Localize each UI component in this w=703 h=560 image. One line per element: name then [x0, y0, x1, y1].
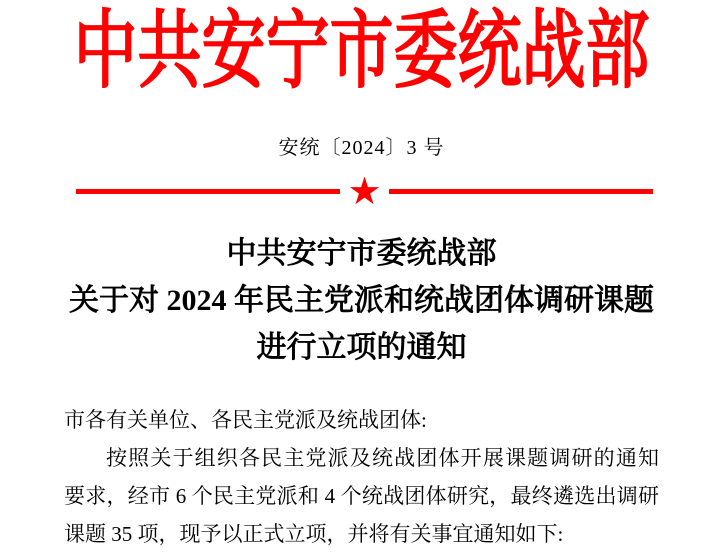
letterhead-org-wrap — [64, 4, 659, 100]
star-icon: ★ — [347, 169, 382, 213]
paragraph-line: 要求，经市 6 个民主党派和 4 个统战团体研究，最终遴选出调研 — [64, 484, 659, 508]
document-title — [64, 230, 659, 371]
salutation-line: 市各有关单位、各民主党派及统战团体: — [64, 408, 427, 432]
letterhead-org-name: 中共安宁市委统战部 — [73, 4, 650, 99]
document-title-line-2: 关于对 2024 年民主党派和统战团体调研课题 — [69, 284, 654, 317]
divider-line-left — [76, 189, 340, 194]
document-title-line-3: 进行立项的通知 — [256, 331, 467, 364]
paragraph-line: 按照关于组织各民主党派及统战团体开展课题调研的通知 — [106, 446, 659, 470]
doc-number: 安统〔2024〕3 号 — [278, 137, 445, 159]
divider-line-right — [389, 189, 653, 194]
document-title-line-1: 中共安宁市委统战部 — [226, 237, 497, 270]
letterhead-divider — [76, 169, 653, 213]
letterhead — [64, 4, 659, 213]
document-body — [64, 401, 659, 553]
paragraph-line: 课题 35 项，现予以正式立项，并将有关事宜通知如下: — [64, 522, 564, 546]
